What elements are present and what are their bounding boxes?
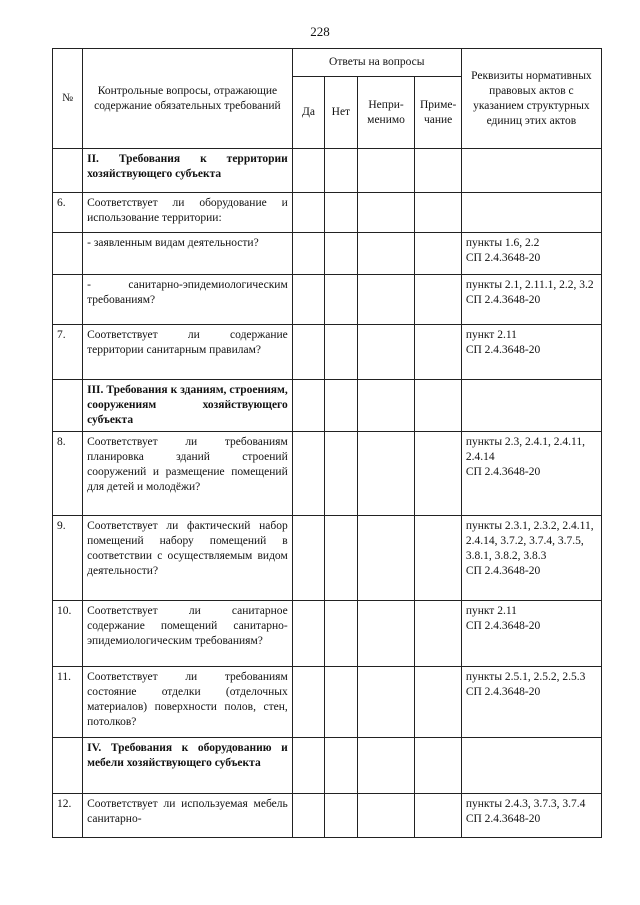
- answer-yes-cell: [292, 794, 324, 838]
- question-text: Соответствует ли содержание территории санитарным правилам?: [83, 325, 293, 380]
- question-text: - заявленным видам деятельности?: [83, 233, 293, 275]
- question-text: - санитарно-эпидемиологическим требованиям?: [83, 275, 293, 325]
- table-row: [53, 794, 602, 838]
- row-number: 6.: [53, 193, 83, 233]
- section-title: III. Требования к зданиям, строениям, сооружениям хозяйствующего субъекта: [83, 380, 293, 432]
- header-note: Приме- чание: [415, 77, 461, 149]
- section-row: [53, 738, 602, 794]
- header-requisites: Реквизиты нормативных правовых актов с указанием структурных единиц этих актов: [461, 49, 601, 149]
- answer-yes-cell: [292, 233, 324, 275]
- answer-no-cell: [325, 380, 357, 432]
- table-body: [53, 149, 602, 838]
- answer-na-cell: [357, 667, 415, 738]
- answer-no-cell: [325, 601, 357, 667]
- table-row: [53, 601, 602, 667]
- answer-no-cell: [325, 193, 357, 233]
- answer-na-cell: [357, 601, 415, 667]
- table-row: [53, 193, 602, 233]
- section-row: [53, 149, 602, 193]
- row-number: [53, 233, 83, 275]
- answer-note-cell: [415, 516, 461, 601]
- answer-note-cell: [415, 738, 461, 794]
- table-row: [53, 432, 602, 516]
- requisites-cell: пункты 2.5.1, 2.5.2, 2.5.3 СП 2.4.3648-20: [461, 667, 601, 738]
- answer-note-cell: [415, 667, 461, 738]
- answer-yes-cell: [292, 275, 324, 325]
- header-question: Контрольные вопросы, отражающие содержание обязательных требований: [83, 49, 293, 149]
- answer-note-cell: [415, 794, 461, 838]
- table-row: [53, 275, 602, 325]
- requisites-cell: [461, 149, 601, 193]
- table-header: [53, 49, 602, 149]
- table-row: [53, 667, 602, 738]
- requisites-cell: пункт 2.11 СП 2.4.3648-20: [461, 325, 601, 380]
- question-text: Соответствует ли требованиям состояние отделки (отделочных материалов) поверхности полов, стен, потолков?: [83, 667, 293, 738]
- row-number: [53, 380, 83, 432]
- answer-na-cell: [357, 233, 415, 275]
- row-number: 12.: [53, 794, 83, 838]
- answer-na-cell: [357, 275, 415, 325]
- question-text: Соответствует ли требованиям планировка зданий строений сооружений и размещение помещений для детей и молодёжи?: [83, 432, 293, 516]
- requisites-cell: [461, 380, 601, 432]
- answer-no-cell: [325, 667, 357, 738]
- requisites-cell: пункты 1.6, 2.2 СП 2.4.3648-20: [461, 233, 601, 275]
- table-row: [53, 516, 602, 601]
- header-answers-group: Ответы на вопросы: [292, 49, 461, 77]
- answer-note-cell: [415, 601, 461, 667]
- page-number: 228: [310, 24, 330, 39]
- answer-note-cell: [415, 149, 461, 193]
- answer-yes-cell: [292, 193, 324, 233]
- section-title: II. Требования к территории хозяйствующего субъекта: [83, 149, 293, 193]
- row-number: 9.: [53, 516, 83, 601]
- header-na: Непри- менимо: [357, 77, 415, 149]
- section-title: IV. Требования к оборудованию и мебели хозяйствующего субъекта: [83, 738, 293, 794]
- table-row: [53, 325, 602, 380]
- section-row: [53, 380, 602, 432]
- row-number: [53, 149, 83, 193]
- answer-note-cell: [415, 432, 461, 516]
- answer-note-cell: [415, 193, 461, 233]
- row-number: 10.: [53, 601, 83, 667]
- question-text: Соответствует ли санитарное содержание помещений санитарно-эпидемиологическим требованиям?: [83, 601, 293, 667]
- answer-na-cell: [357, 794, 415, 838]
- requisites-cell: пункты 2.3, 2.4.1, 2.4.11, 2.4.14 СП 2.4.3648-20: [461, 432, 601, 516]
- answer-na-cell: [357, 325, 415, 380]
- table-row: [53, 233, 602, 275]
- answer-na-cell: [357, 432, 415, 516]
- answer-note-cell: [415, 380, 461, 432]
- row-number: 7.: [53, 325, 83, 380]
- answer-na-cell: [357, 193, 415, 233]
- answer-yes-cell: [292, 601, 324, 667]
- requisites-cell: пункт 2.11 СП 2.4.3648-20: [461, 601, 601, 667]
- answer-note-cell: [415, 325, 461, 380]
- answer-na-cell: [357, 738, 415, 794]
- requisites-cell: пункты 2.4.3, 3.7.3, 3.7.4 СП 2.4.3648-20: [461, 794, 601, 838]
- answer-no-cell: [325, 432, 357, 516]
- answer-no-cell: [325, 275, 357, 325]
- answer-no-cell: [325, 233, 357, 275]
- question-text: Соответствует ли оборудование и использование территории:: [83, 193, 293, 233]
- answer-na-cell: [357, 149, 415, 193]
- requisites-cell: [461, 738, 601, 794]
- answer-na-cell: [357, 380, 415, 432]
- row-number: 11.: [53, 667, 83, 738]
- requisites-cell: [461, 193, 601, 233]
- answer-no-cell: [325, 325, 357, 380]
- header-num: №: [53, 49, 83, 149]
- row-number: 8.: [53, 432, 83, 516]
- question-text: Соответствует ли используемая мебель санитарно-: [83, 794, 293, 838]
- requisites-cell: пункты 2.1, 2.11.1, 2.2, 3.2 СП 2.4.3648-20: [461, 275, 601, 325]
- answer-no-cell: [325, 738, 357, 794]
- answer-yes-cell: [292, 380, 324, 432]
- requisites-cell: пункты 2.3.1, 2.3.2, 2.4.11, 2.4.14, 3.7.2, 3.7.4, 3.7.5, 3.8.1, 3.8.2, 3.8.3 СП 2.4.3648-20: [461, 516, 601, 601]
- answer-na-cell: [357, 516, 415, 601]
- question-text: Соответствует ли фактический набор помещений набору помещений в соответствии с осуществляемым видом деятельности?: [83, 516, 293, 601]
- answer-no-cell: [325, 794, 357, 838]
- answer-yes-cell: [292, 516, 324, 601]
- answer-yes-cell: [292, 667, 324, 738]
- answer-yes-cell: [292, 325, 324, 380]
- answer-no-cell: [325, 516, 357, 601]
- answer-note-cell: [415, 275, 461, 325]
- answer-yes-cell: [292, 149, 324, 193]
- header-no: Нет: [325, 77, 357, 149]
- header-yes: Да: [292, 77, 324, 149]
- row-number: [53, 738, 83, 794]
- row-number: [53, 275, 83, 325]
- answer-yes-cell: [292, 738, 324, 794]
- requirements-table: [52, 48, 602, 838]
- answer-no-cell: [325, 149, 357, 193]
- answer-note-cell: [415, 233, 461, 275]
- answer-yes-cell: [292, 432, 324, 516]
